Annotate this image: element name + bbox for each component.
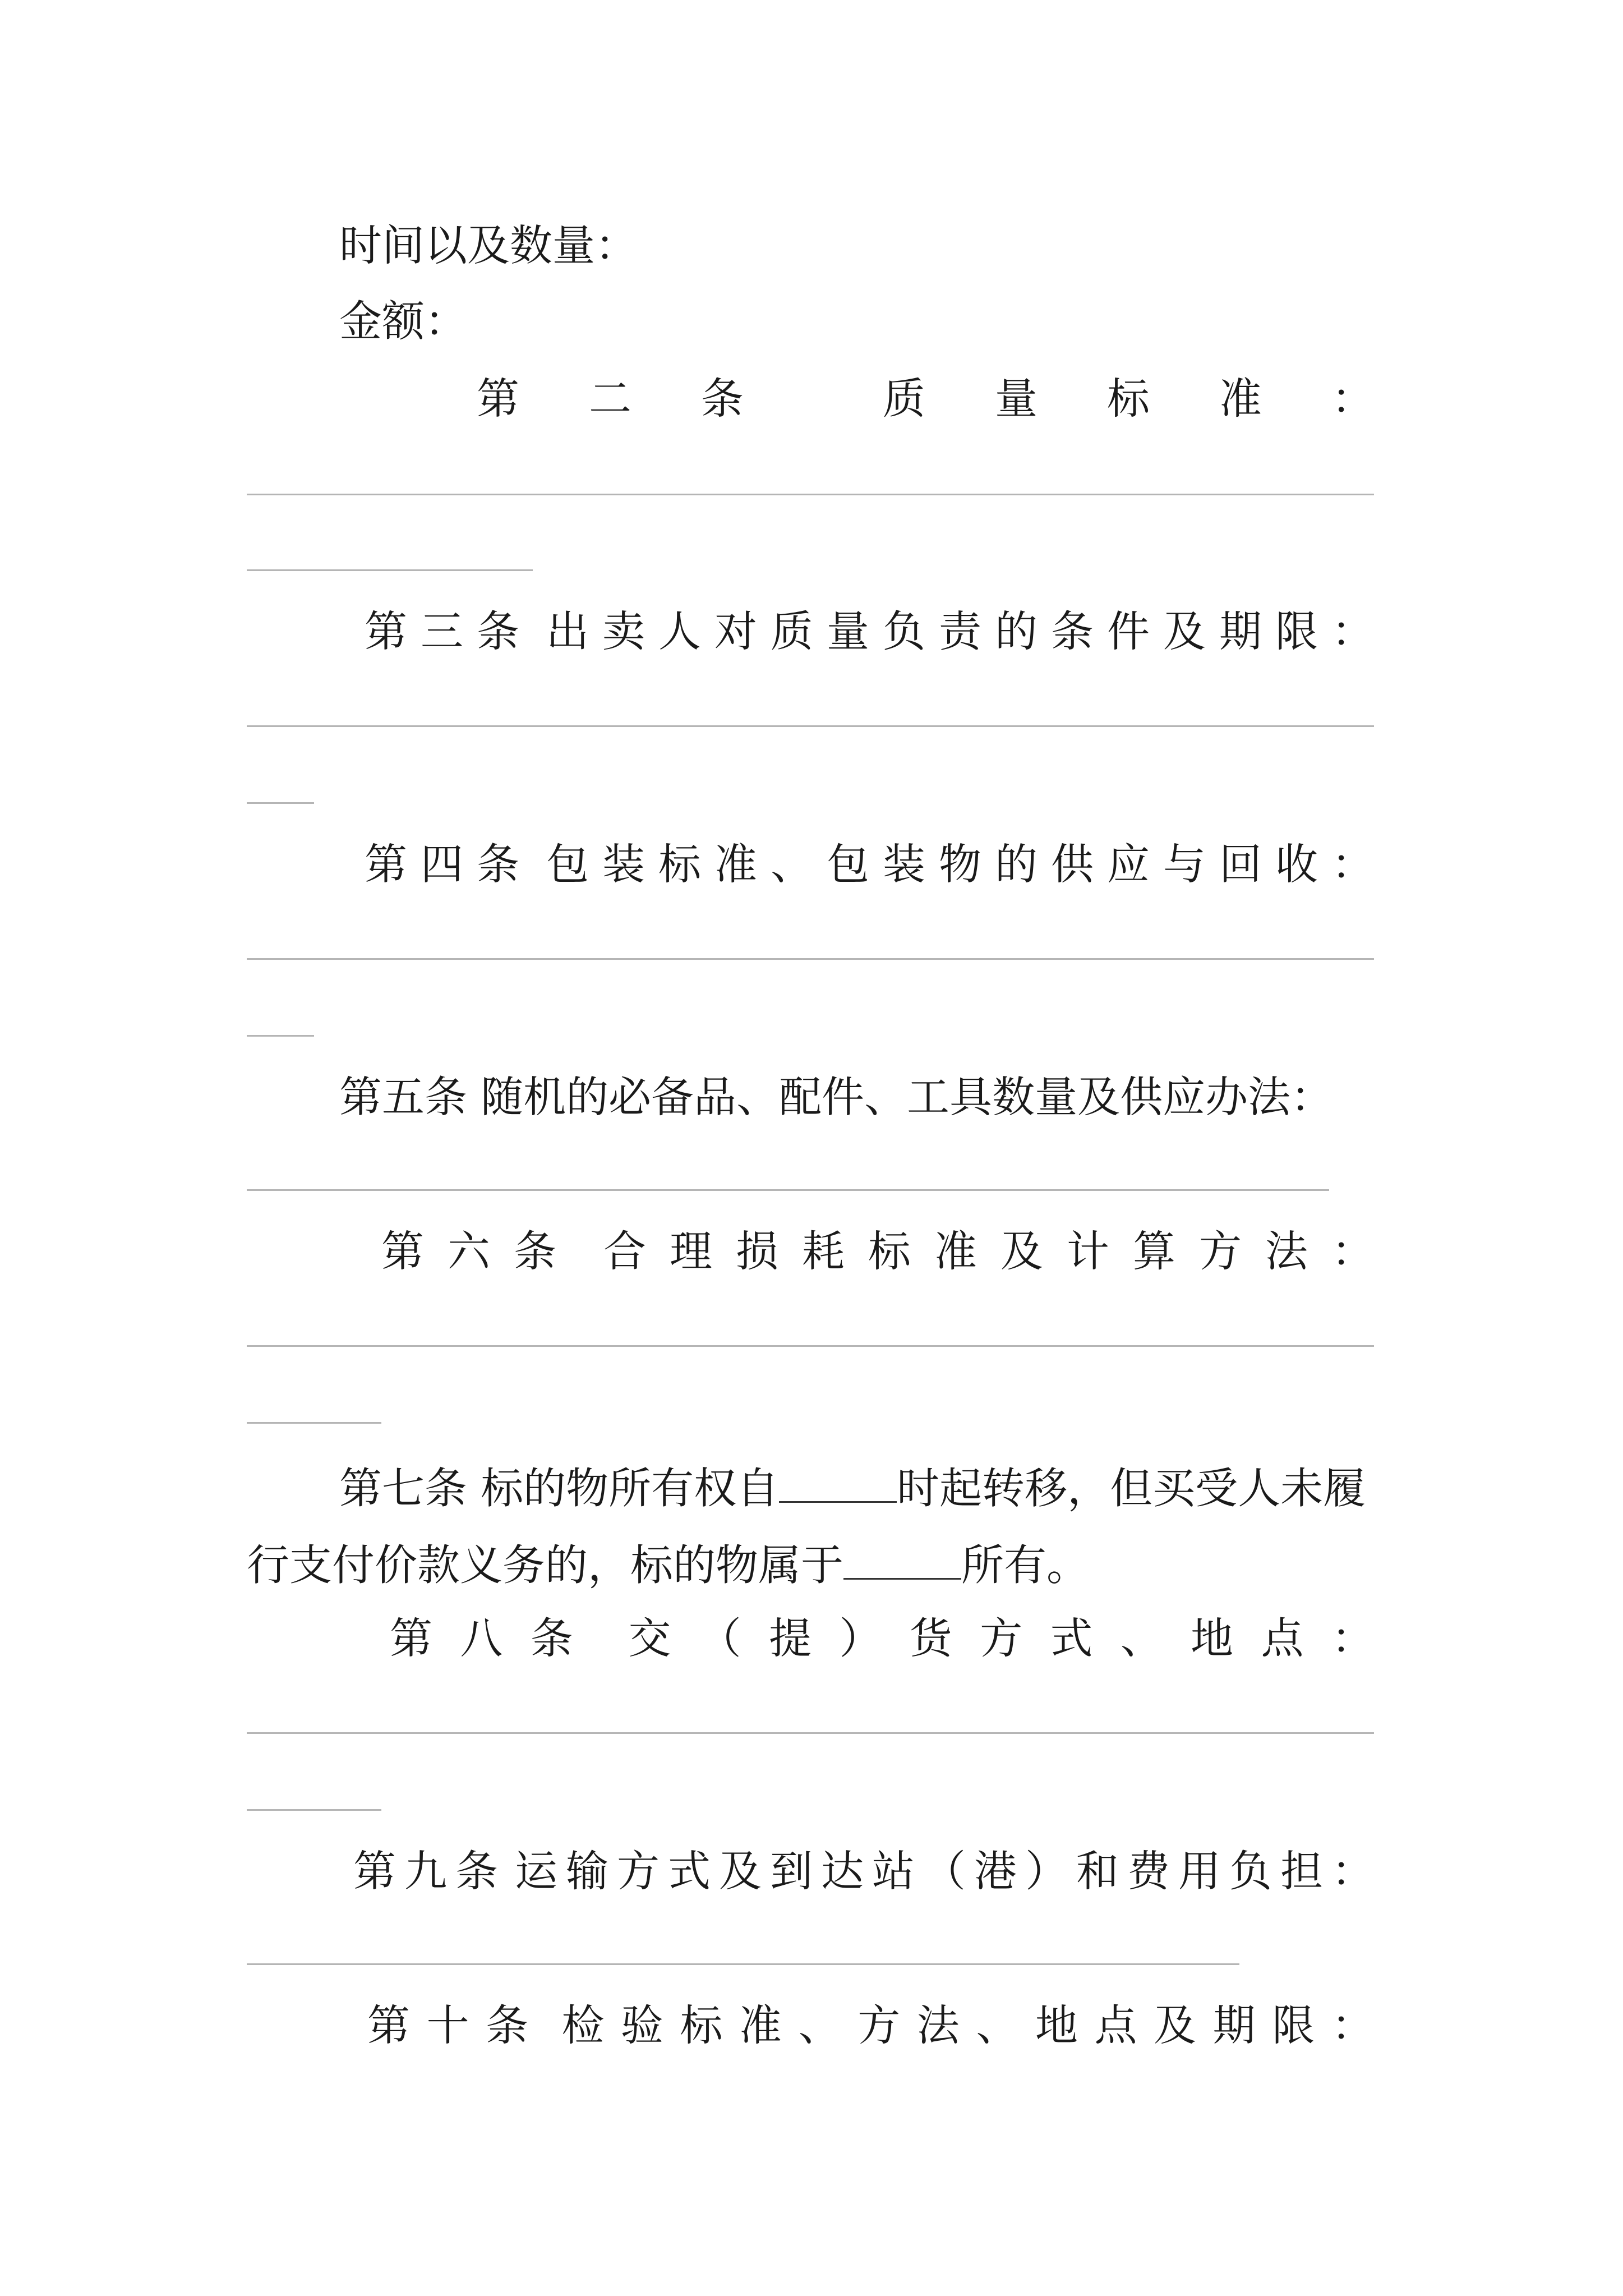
heading-char: 式 <box>1050 1613 1093 1663</box>
heading-char: 准 <box>934 1226 977 1276</box>
heading-char: 八 <box>460 1613 503 1663</box>
heading-char: 和 <box>1076 1846 1119 1896</box>
heading-char: 方 <box>1199 1226 1242 1276</box>
heading-char: 第 <box>353 1846 396 1896</box>
heading-char: 理 <box>670 1226 712 1276</box>
heading-char: 准 <box>739 2000 782 2050</box>
heading-char: 十 <box>426 2000 469 2050</box>
heading-char: 条 <box>477 839 519 889</box>
fill-line <box>247 1345 1374 1347</box>
heading-char: ： <box>1331 839 1374 889</box>
heading-char: 方 <box>857 2000 901 2050</box>
heading-char: 六 <box>448 1226 490 1276</box>
article-7-text-d: 所有。 <box>961 1540 1089 1590</box>
heading-char: 准 <box>714 839 757 889</box>
heading-char: 人 <box>658 606 701 656</box>
heading-char: 标 <box>1107 374 1150 424</box>
heading-char: 三 <box>421 606 463 656</box>
heading-char: 地 <box>1035 2000 1078 2050</box>
heading-char: 四 <box>421 839 463 889</box>
heading-char: （ <box>698 1613 741 1663</box>
heading-char: 港 <box>974 1846 1017 1896</box>
article-5-heading: 第五条 随机的必备品、配件、工具数量及供应办法： <box>339 1072 1334 1122</box>
heading-char: 条 <box>477 606 519 656</box>
heading-char: 限 <box>1272 2000 1315 2050</box>
article-7-line-2 <box>247 1540 1089 1590</box>
article-8-heading <box>390 1613 1374 1663</box>
heading-char: 提 <box>769 1613 812 1663</box>
heading-char: 二 <box>589 374 631 424</box>
article-7-line-1 <box>339 1463 1366 1513</box>
heading-char: 条 <box>530 1613 573 1663</box>
fill-line <box>247 725 1374 727</box>
time-quantity-line: 时间以及数量： <box>339 220 638 270</box>
heading-char: 点 <box>1094 2000 1137 2050</box>
article-9-heading <box>353 1846 1374 1896</box>
heading-char: 点 <box>1261 1613 1304 1663</box>
heading-char: 法 <box>916 2000 960 2050</box>
heading-char: 标 <box>680 2000 723 2050</box>
article-7-text-a: 第七条 标的物所有权自 <box>339 1463 780 1513</box>
heading-char: ） <box>839 1613 882 1663</box>
heading-char: 的 <box>995 606 1038 656</box>
heading-char: 量 <box>995 374 1038 424</box>
article-7-text-b: 时起转移，但买受人未履 <box>897 1463 1366 1513</box>
heading-char: 第 <box>365 606 407 656</box>
heading-char: 条 <box>514 1226 556 1276</box>
heading-char: 供 <box>1051 839 1094 889</box>
heading-char: 第 <box>477 374 519 424</box>
heading-char: 件 <box>1107 606 1150 656</box>
heading-char: 算 <box>1133 1226 1175 1276</box>
article-4-heading <box>365 839 1374 889</box>
heading-char: 责 <box>939 606 981 656</box>
heading-char: 方 <box>617 1846 660 1896</box>
heading-char: 法 <box>1265 1226 1308 1276</box>
amount-line: 金额： <box>339 296 467 346</box>
heading-char: 条 <box>455 1846 498 1896</box>
heading-char: 及 <box>1000 1226 1043 1276</box>
heading-char: 物 <box>939 839 981 889</box>
owner-blank <box>843 1540 961 1580</box>
fill-line <box>247 1809 381 1811</box>
heading-char: ： <box>1331 374 1374 424</box>
heading-char: 及 <box>1154 2000 1197 2050</box>
heading-char: 第 <box>365 839 407 889</box>
heading-char: 与 <box>1163 839 1206 889</box>
article-6-heading <box>381 1226 1374 1276</box>
fill-line <box>247 1963 1239 1965</box>
heading-char: 对 <box>714 606 757 656</box>
heading-char: 包 <box>546 839 589 889</box>
fill-line <box>247 494 1374 495</box>
heading-char: 计 <box>1067 1226 1109 1276</box>
heading-char: 卖 <box>602 606 645 656</box>
heading-char: 准 <box>1219 374 1262 424</box>
heading-char: 质 <box>883 374 925 424</box>
heading-char: 担 <box>1280 1846 1323 1896</box>
heading-char: 合 <box>603 1226 646 1276</box>
heading-char: 量 <box>827 606 869 656</box>
heading-char: 验 <box>620 2000 663 2050</box>
heading-char: 及 <box>719 1846 762 1896</box>
heading-char: 装 <box>883 839 925 889</box>
heading-char: 耗 <box>802 1226 845 1276</box>
heading-char: 货 <box>909 1613 952 1663</box>
heading-char: 费 <box>1127 1846 1170 1896</box>
heading-char: ： <box>1331 606 1374 656</box>
heading-char: 、 <box>976 2000 1019 2050</box>
heading-char: ： <box>1331 2000 1374 2050</box>
heading-char: 用 <box>1178 1846 1221 1896</box>
heading-char: 质 <box>771 606 813 656</box>
heading-char: 限 <box>1275 606 1318 656</box>
heading-char: 包 <box>827 839 869 889</box>
heading-char: 第 <box>390 1613 432 1663</box>
heading-char: 、 <box>1120 1613 1163 1663</box>
heading-char: ： <box>1331 1613 1374 1663</box>
heading-char: 负 <box>883 606 925 656</box>
heading-char: ： <box>1331 1226 1374 1276</box>
heading-char: 交 <box>628 1613 671 1663</box>
heading-char: 九 <box>404 1846 447 1896</box>
heading-char: 出 <box>546 606 589 656</box>
heading-char: 条 <box>701 374 744 424</box>
heading-char: ） <box>1025 1846 1068 1896</box>
heading-char: （ <box>923 1846 966 1896</box>
heading-char: 的 <box>995 839 1038 889</box>
heading-char: 期 <box>1219 606 1262 656</box>
heading-char: 期 <box>1212 2000 1256 2050</box>
article-7-text-c: 行支付价款义务的，标的物属于 <box>247 1540 843 1590</box>
fill-line <box>247 958 1374 960</box>
ownership-time-blank <box>779 1463 897 1503</box>
fill-line <box>247 802 314 804</box>
heading-char: 负 <box>1229 1846 1272 1896</box>
heading-char: 第 <box>381 1226 424 1276</box>
article-2-heading <box>477 374 1374 424</box>
heading-char: 方 <box>980 1613 1023 1663</box>
fill-line <box>247 1732 1374 1734</box>
fill-line <box>247 569 533 571</box>
heading-char: 标 <box>868 1226 911 1276</box>
heading-char: 收 <box>1275 839 1318 889</box>
article-3-heading <box>365 606 1374 656</box>
article-10-heading <box>367 2000 1374 2050</box>
heading-char: 地 <box>1191 1613 1234 1663</box>
heading-char: 站 <box>872 1846 915 1896</box>
heading-char: 回 <box>1219 839 1262 889</box>
heading-char: 第 <box>367 2000 410 2050</box>
heading-char: 运 <box>515 1846 557 1896</box>
heading-char: 输 <box>566 1846 608 1896</box>
heading-char: 条 <box>486 2000 529 2050</box>
heading-char: 式 <box>668 1846 711 1896</box>
heading-char: 、 <box>771 839 813 889</box>
heading-char: 检 <box>561 2000 605 2050</box>
fill-line <box>247 1035 314 1037</box>
fill-line <box>247 1189 1329 1191</box>
heading-char: 应 <box>1107 839 1150 889</box>
heading-char: 损 <box>736 1226 778 1276</box>
heading-char: 及 <box>1163 606 1206 656</box>
heading-char: 装 <box>602 839 645 889</box>
heading-char: 标 <box>658 839 701 889</box>
heading-char: 、 <box>798 2000 841 2050</box>
heading-char: 达 <box>821 1846 864 1896</box>
heading-char: 到 <box>770 1846 813 1896</box>
fill-line <box>247 1422 381 1424</box>
heading-char: ： <box>1331 1846 1374 1896</box>
heading-char: 条 <box>1051 606 1094 656</box>
